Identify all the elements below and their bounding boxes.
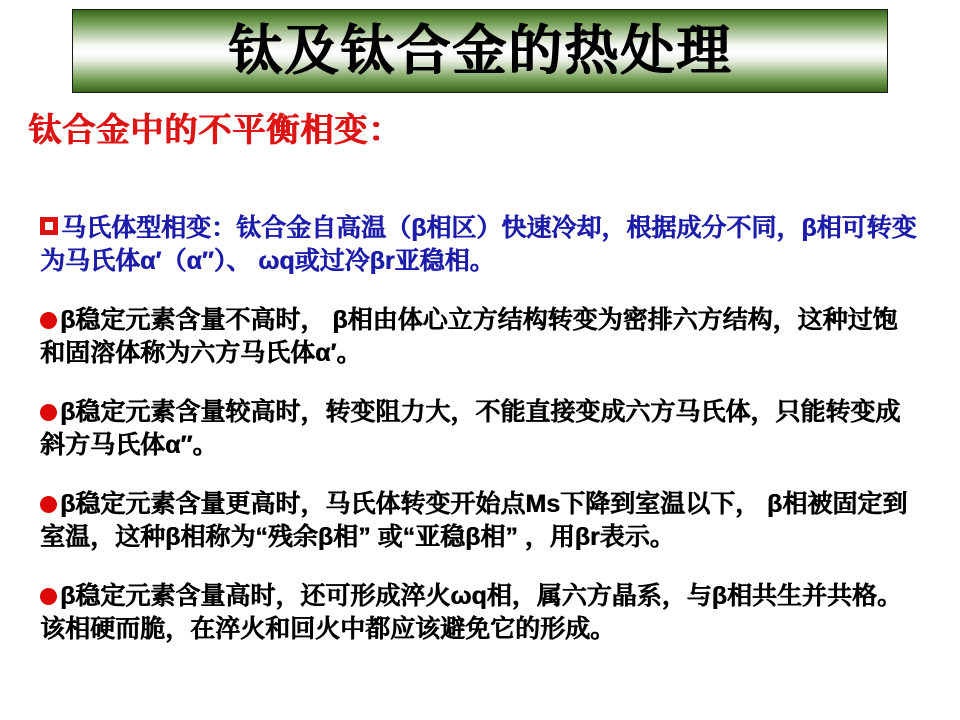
circle-bullet-icon bbox=[40, 588, 57, 605]
body-text-area bbox=[40, 212, 922, 672]
title-banner bbox=[72, 9, 888, 93]
bullet-text: β稳定元素含量高时，还可形成淬火ωq相，属六方晶系，与β相共生并共格。该相硬而脆，在淬火和回火中都应该避免它的形成。 bbox=[40, 582, 902, 643]
bullet-text: β稳定元素含量较高时，转变阻力大，不能直接变成六方马氏体，只能转变成斜方马氏体α″。 bbox=[40, 398, 901, 459]
bullet-paragraph-high-content-omega bbox=[40, 580, 922, 646]
bullet-paragraph-low-content bbox=[40, 304, 922, 370]
page-title: 钛及钛合金的热处理 bbox=[228, 21, 732, 81]
square-bullet-icon bbox=[40, 217, 58, 235]
circle-bullet-icon bbox=[40, 312, 57, 329]
section-heading: 钛合金中的不平衡相变： bbox=[28, 111, 402, 148]
bullet-text: 马氏体型相变：钛合金自高温（β相区）快速冷却，根据成分不同，β相可转变为马氏体α′（α″）、 ωq或过冷βr亚稳相。 bbox=[40, 214, 917, 275]
bullet-text: β稳定元素含量不高时， β相由体心立方结构转变为密排六方结构，这种过饱和固溶体称为六方马氏体α′。 bbox=[40, 306, 898, 367]
bullet-text: β稳定元素含量更高时，马氏体转变开始点Ms下降到室温以下， β相被固定到室温，这种β相称为“残余β相” 或“亚稳β相” ，用βr表示。 bbox=[40, 490, 908, 551]
circle-bullet-icon bbox=[40, 404, 57, 421]
bullet-paragraph-even-higher-content bbox=[40, 488, 922, 554]
bullet-paragraph-martensite bbox=[40, 212, 922, 278]
circle-bullet-icon bbox=[40, 496, 57, 513]
bullet-paragraph-higher-content bbox=[40, 396, 922, 462]
